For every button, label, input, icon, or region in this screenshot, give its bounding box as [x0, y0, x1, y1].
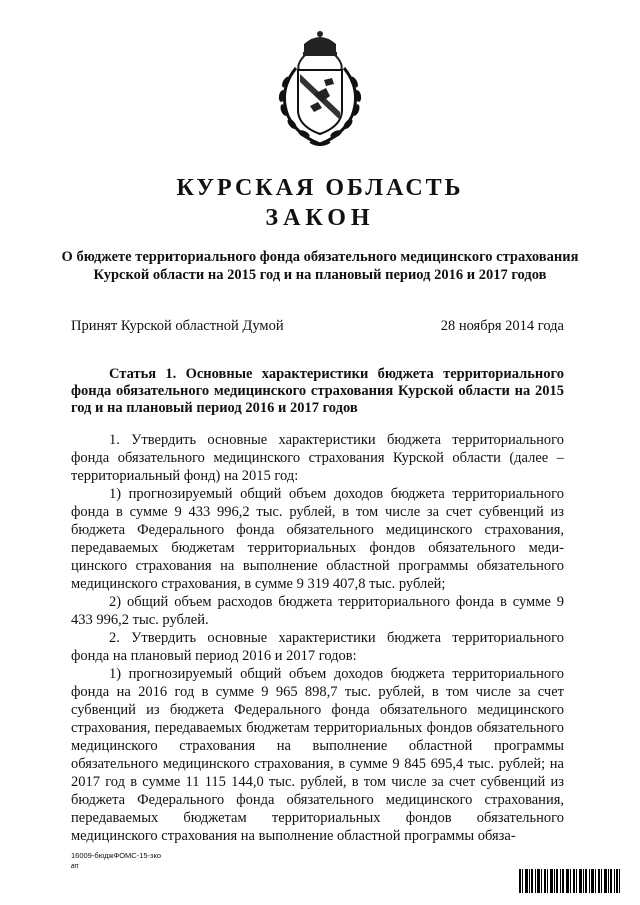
coat-of-arms-icon [266, 30, 374, 150]
article-heading: Статья 1. Основные характеристики бюджета территориального фонда обязательного медицинского страхования Курской области на 2015 год и на плановый период 2016 и 2017 годов [71, 366, 564, 416]
article-body [71, 431, 564, 845]
barcode-icon [519, 869, 620, 893]
document-code: 16009-бюджФОМС-15-зко [71, 851, 162, 860]
adoption-date: 28 ноября 2014 года [440, 318, 564, 334]
paragraph: 1) прогнозируемый общий объем доходов бюджета территориального фонда на 2016 год в сумме 9 965 898,7 тыс. рублей, в том числе за счет субвенций из бюджета Федерального фонда обязательного медицинского страхования, передаваемых бюджетам территориальных фондов обязательного медицинского страхования на выполнение областной программы обязательного медицинского страхования, в сумме 9 845 695,4 тыс. рублей; на 2017 год в сумме 11 115 144,0 тыс. рублей, в том числе за счет субвенций из бюджета Федерального фонда обязательного медицинского страхования, передаваемых бюджетам территориальных фондов обязательного медицинского страхования на выполнение областной программы обяза- [71, 666, 564, 844]
paragraph: 2) общий объем расходов бюджета территориального фонда в сумме 9 433 996,2 тыс. рублей. [71, 594, 564, 628]
paragraph: 1. Утвердить основные характеристики бюджета территориального фонда обязательного медицинского страхования Курской области (далее – территориальный фонд) на 2015 год: [71, 432, 564, 484]
paragraph: 2. Утвердить основные характеристики бюджета территориального фонда на плановый период 2016 и 2017 годов: [71, 630, 564, 664]
document-initials: вп [71, 863, 79, 870]
law-subject: О бюджете территориального фонда обязательного медицинского страхования Курской области на 2015 год и на плановый период 2016 и 2017 годов [61, 249, 579, 283]
adopted-by: Принят Курской областной Думой [71, 318, 284, 334]
adoption-line [71, 318, 564, 335]
paragraph: 1) прогнозируемый общий объем доходов бюджета территориального фонда в сумме 9 433 996,2 тыс. рублей, в том числе за счет субвенций из бюджета Федерального фонда обязательного медицинского страхования, передаваемых бюджетам территориальных фондов обязательного медицинского страхования на выполнение областной программы обязательного медицинского страхования, в сумме 9 319 407,8 тыс. рублей; [71, 486, 564, 592]
region-title: КУРСКАЯ ОБЛАСТЬ [176, 175, 464, 201]
document-type-title: ЗАКОН [265, 205, 375, 231]
